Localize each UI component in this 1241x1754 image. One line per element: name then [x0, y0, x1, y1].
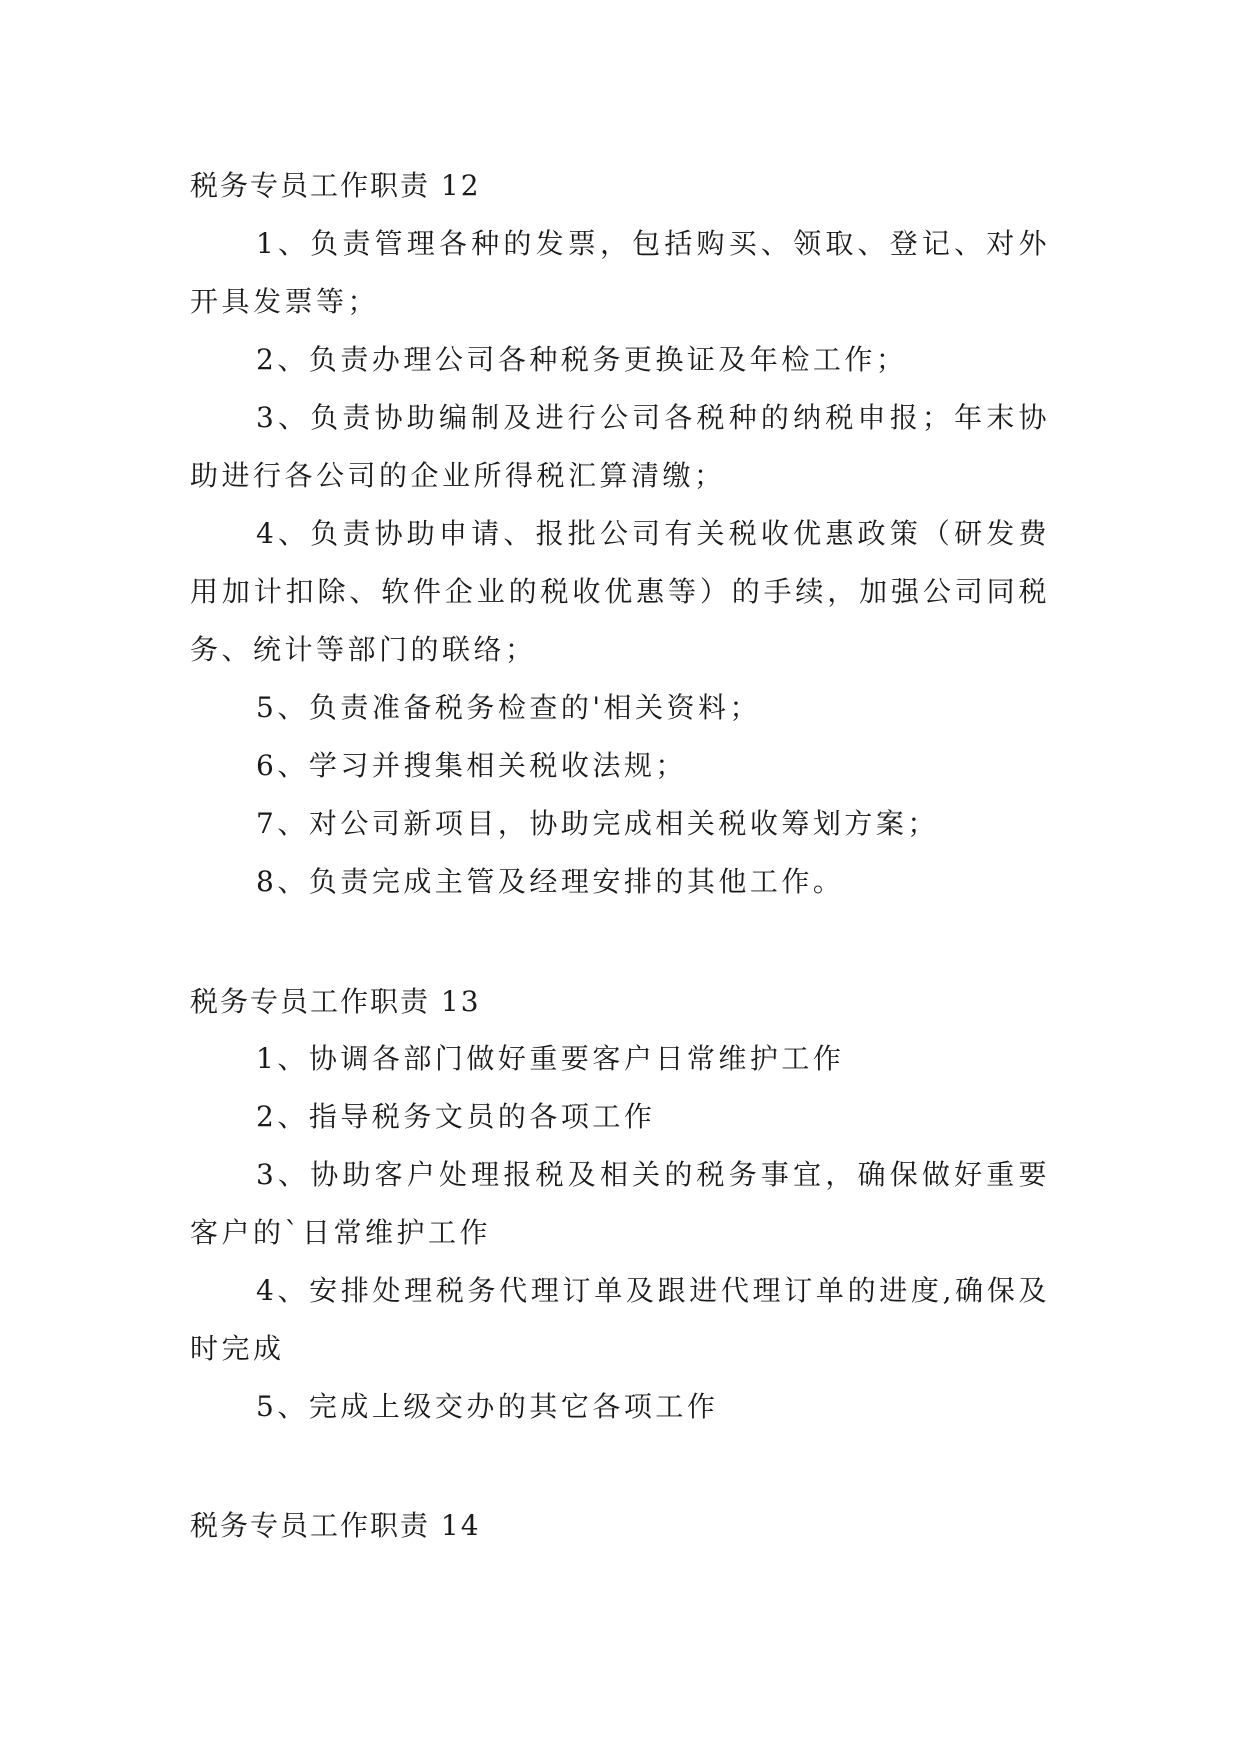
- list-item: 3、负责协助编制及进行公司各税种的纳税申报；年末协助进行各公司的企业所得税汇算清缴；: [190, 401, 1050, 492]
- list-item: 3、协助客户处理报税及相关的税务事宜，确保做好重要客户的`日常维护工作: [190, 1158, 1050, 1249]
- list-item: 1、负责管理各种的发票，包括购买、领取、登记、对外开具发票等；: [190, 227, 1050, 318]
- list-item: 6、学习并搜集相关税收法规；: [256, 749, 687, 782]
- list-item: 8、负责完成主管及经理安排的其他工作。: [256, 865, 845, 898]
- section-title: 税务专员工作职责 14: [190, 1509, 481, 1542]
- list-item: 1、协调各部门做好重要客户日常维护工作: [256, 1042, 845, 1075]
- section-title: 税务专员工作职责 12: [190, 169, 481, 202]
- list-item: 5、完成上级交办的其它各项工作: [256, 1390, 719, 1423]
- list-item: 2、指导税务文员的各项工作: [256, 1100, 656, 1133]
- list-item: 2、负责办理公司各种税务更换证及年检工作；: [256, 343, 908, 376]
- list-item: 4、负责协助申请、报批公司有关税收优惠政策（研发费用加计扣除、软件企业的税收优惠等）的手续，加强公司同税务、统计等部门的联络；: [190, 517, 1050, 666]
- list-item: 7、对公司新项目，协助完成相关税收筹划方案；: [256, 807, 939, 840]
- list-item: 5、负责准备税务检查的'相关资料；: [256, 691, 762, 724]
- section-title: 税务专员工作职责 13: [190, 985, 481, 1018]
- list-item: 4、安排处理税务代理订单及跟进代理订单的进度,确保及时完成: [190, 1274, 1050, 1365]
